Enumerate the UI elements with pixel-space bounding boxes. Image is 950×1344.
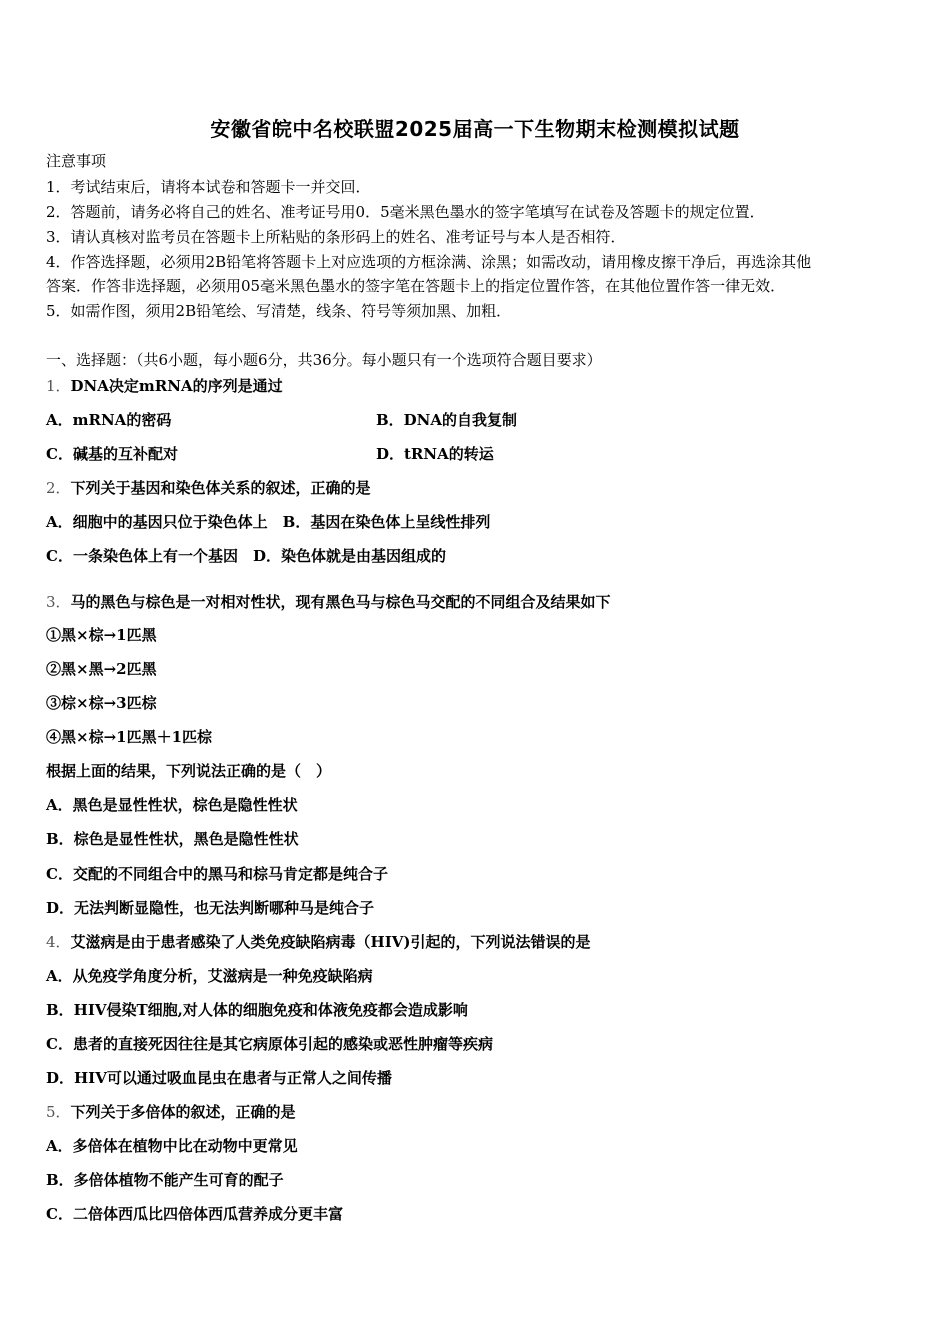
question-5 (46, 1102, 296, 1122)
q3-ask: 根据上面的结果，下列说法正确的是（ ） (46, 762, 332, 780)
q4-option-c: C．患者的直接死因往往是其它病原体引起的感染或恶性肿瘤等疾病 (46, 1035, 493, 1053)
q1-option-d: D．tRNA的转运 (376, 445, 494, 463)
notice-item-5: 5．如需作图，须用2B铅笔绘、写清楚，线条、符号等须加黑、加粗． (46, 302, 512, 320)
q5-option-c: C．二倍体西瓜比四倍体西瓜营养成分更丰富 (46, 1205, 343, 1223)
q3-option-d: D．无法判断显隐性，也无法判断哪种马是纯合子 (46, 899, 375, 917)
q5-option-a: A．多倍体在植物中比在动物中更常见 (46, 1137, 298, 1155)
question-2 (46, 478, 371, 498)
question-stem: 下列关于多倍体的叙述，正确的是 (70, 1103, 296, 1121)
exam-title: 安徽省皖中名校联盟2025届高一下生物期末检测模拟试题 (210, 117, 740, 141)
question-4 (46, 932, 590, 952)
question-stem: DNA决定mRNA的序列是通过 (70, 377, 283, 395)
q3-option-b: B．棕色是显性性状，黑色是隐性性状 (46, 830, 299, 848)
question-stem: 艾滋病是由于患者感染了人类免疫缺陷病毒（HIV)引起的，下列说法错误的是 (70, 933, 591, 951)
question-number: 1． (46, 377, 71, 395)
notice-item-4-cont: 答案．作答非选择题，必须用05毫米黑色墨水的签字笔在答题卡上的指定位置作答，在其他位置作答一律无效． (46, 277, 786, 295)
q4-option-d: D．HIV可以通过吸血昆虫在患者与正常人之间传播 (46, 1069, 392, 1087)
question-3 (46, 592, 611, 612)
q3-option-c: C．交配的不同组合中的黑马和棕马肯定都是纯合子 (46, 865, 388, 883)
q3-result-1: ①黑×棕→1匹黑 (46, 626, 157, 644)
q1-option-b: B．DNA的自我复制 (376, 411, 518, 429)
q2-options-cd: C．一条染色体上有一个基因 D．染色体就是由基因组成的 (46, 547, 446, 565)
q5-option-b: B．多倍体植物不能产生可育的配子 (46, 1171, 284, 1189)
question-stem: 下列关于基因和染色体关系的叙述，正确的是 (70, 479, 371, 497)
notice-item-2: 2．答题前，请务必将自己的姓名、准考证号用0．5毫米黑色墨水的签字笔填写在试卷及答题卡的规定位置． (46, 203, 765, 221)
q1-option-c: C．碱基的互补配对 (46, 445, 178, 463)
notice-item-4: 4．作答选择题，必须用2B铅笔将答题卡上对应选项的方框涂满、涂黑；如需改动，请用橡皮擦干净后，再选涂其他 (46, 253, 812, 271)
q2-options-ab: A．细胞中的基因只位于染色体上 B．基因在染色体上呈线性排列 (46, 513, 491, 531)
question-number: 4． (46, 933, 71, 951)
notice-item-1: 1．考试结束后，请将本试卷和答题卡一并交回． (46, 178, 371, 196)
question-1 (46, 376, 283, 396)
q1-option-a: A．mRNA的密码 (46, 411, 172, 429)
notice-heading: 注意事项 (46, 152, 107, 170)
q4-option-a: A．从免疫学角度分析，艾滋病是一种免疫缺陷病 (46, 967, 373, 985)
question-stem: 马的黑色与棕色是一对相对性状，现有黑色马与棕色马交配的不同组合及结果如下 (70, 593, 611, 611)
question-number: 3． (46, 593, 71, 611)
notice-item-3: 3．请认真核对监考员在答题卡上所粘贴的条形码上的姓名、准考证号与本人是否相符． (46, 228, 626, 246)
question-number: 5． (46, 1103, 71, 1121)
q3-result-3: ③棕×棕→3匹棕 (46, 694, 157, 712)
section-heading: 一、选择题：（共6小题，每小题6分，共36分。每小题只有一个选项符合题目要求） (46, 351, 602, 369)
q3-option-a: A．黑色是显性性状，棕色是隐性性状 (46, 796, 298, 814)
q3-result-4: ④黑×棕→1匹黑＋1匹棕 (46, 728, 213, 746)
question-number: 2． (46, 479, 71, 497)
q4-option-b: B．HIV侵染T细胞,对人体的细胞免疫和体液免疫都会造成影响 (46, 1001, 468, 1019)
q3-result-2: ②黑×黑→2匹黑 (46, 660, 157, 678)
